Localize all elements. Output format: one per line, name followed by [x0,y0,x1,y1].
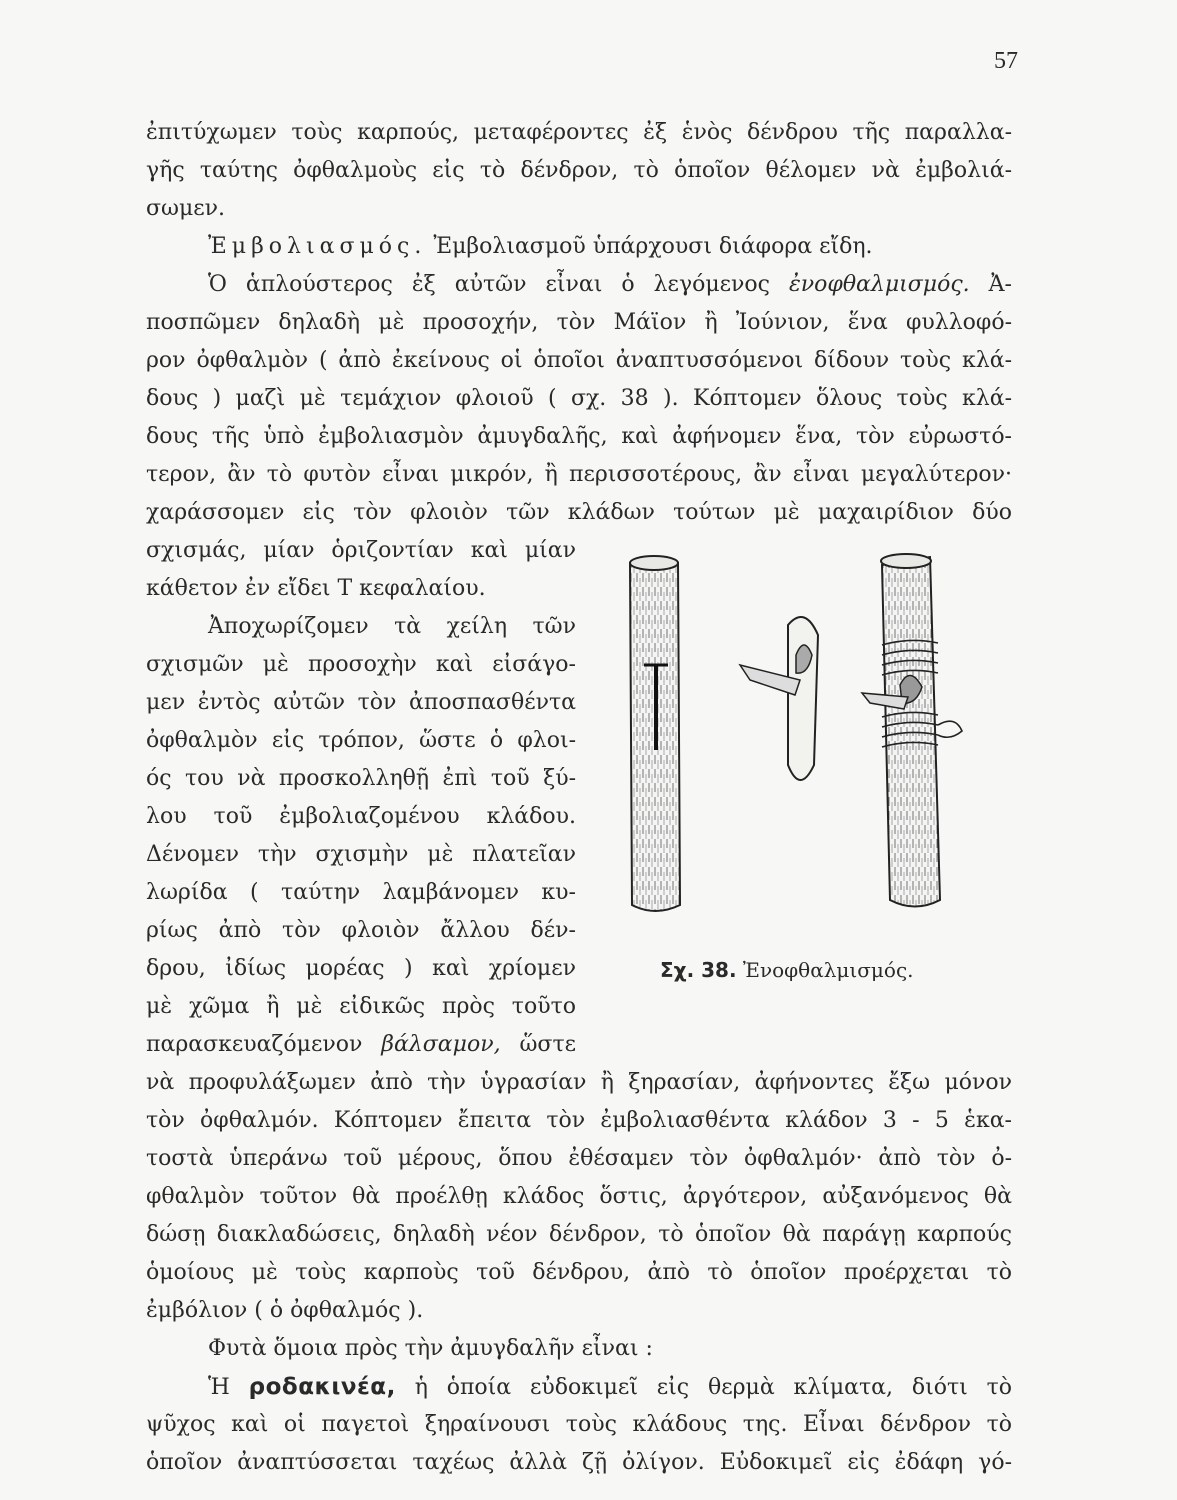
text-line: μὲ χῶμα ἢ μὲ εἰδικῶς πρὸς τοῦτο [146,994,576,1019]
bud-shield [740,617,818,780]
text-span: παρασκευαζόμενον [146,1032,363,1057]
figure-label: Σχ. 38. [660,958,737,982]
text-line: τοστὰ ὑπεράνω τοῦ μέρους, ὅπου ἐθέσαμεν τὸν ὀφθαλμόν· ἀπὸ τὸν ὀ- [146,1146,1012,1171]
text-line: χαράσσομεν εἰς τὸν φλοιὸν τῶν κλάδων τούτων μὲ μαχαιρίδιον δύο [146,500,1012,525]
text-line: σχισμάς, μίαν ὁριζοντίαν καὶ μίαν [146,538,576,563]
italic-term: βάλσαμον, [381,1032,501,1057]
text-line [146,270,1012,300]
text-line: ὁποῖον ἀναπτύσσεται ταχέως ἀλλὰ ζῇ ὀλίγον. Εὐδοκιμεῖ εἰς ἐδάφη γό- [146,1450,1012,1475]
bold-term: ροδακινέα, [248,1374,396,1400]
text-line: κάθετον ἐν εἴδει Τ κεφαλαίου. [146,576,486,601]
text-line: λωρίδα ( ταύτην λαμβάνομεν κυ- [146,880,576,905]
text-line: δώσῃ διακλαδώσεις, δηλαδὴ νέον δένδρον, τὸ ὁποῖον θὰ παράγῃ καρπούς [146,1222,1012,1247]
text-line: δους ) μαζὶ μὲ τεμάχιον φλοιοῦ ( σχ. 38 ). Κόπτομεν ὅλους τοὺς κλά- [146,386,1012,411]
text-line: ρίως ἀπὸ τὸν φλοιὸν ἄλλου δέν- [146,918,576,943]
text-line: νὰ προφυλάξωμεν ἀπὸ τὴν ὑγρασίαν ἢ ξηρασίαν, ἀφήνοντες ἔξω μόνον [146,1070,1012,1095]
section-heading-line [146,232,1012,262]
text-line: μεν ἐντὸς αὐτῶν τὸν ἀποσπασθέντα [146,690,576,715]
text-line [146,1372,1012,1403]
text-span: Ὁ ἁπλούστερος ἐξ αὐτῶν εἶναι ὁ λεγόμενος [208,272,770,297]
page-number: 57 [994,48,1018,74]
text-line: λου τοῦ ἐμβολιαζομένου κλάδου. [146,804,576,829]
figure-title: Ἐνοφθαλμισμός. [742,958,914,982]
text-line: ός του νὰ προσκολληθῇ ἐπὶ τοῦ ξύ- [146,766,576,791]
text-line: ρον ὀφθαλμὸν ( ἀπὸ ἐκείνους οἱ ὁποῖοι ἀναπτυσσόμενοι δίδουν τοὺς κλά- [146,348,1012,373]
text-line: ὀφθαλμὸν εἰς τρόπον, ὥστε ὁ φλοι- [146,728,576,753]
text-line: Φυτὰ ὅμοια πρὸς τὴν ἀμυγδαλῆν εἶναι : [208,1336,653,1361]
section-heading: Ἐμβολιασμός. [208,234,427,259]
text-line [146,1030,576,1060]
text-line: δους τῆς ὑπὸ ἐμβολιασμὸν ἀμυγδαλῆς, καὶ ἀφήνομεν ἕνα, τὸν εὐρωστό- [146,424,1012,449]
italic-term: ἐνοφθαλμισμός. [788,272,970,297]
text-line: Ἀποχωρίζομεν τὰ χείλη τῶν [208,614,576,639]
text-span: ὥστε [519,1032,577,1057]
text-line: δρου, ἰδίως μορέας ) καὶ χρίομεν [146,956,576,981]
text-line: γῆς ταύτης ὀφθαλμοὺς εἰς τὸ δένδρον, τὸ ὁποῖον θέλομεν νὰ ἐμβολιά- [146,158,1012,183]
text-line: ἐπιτύχωμεν τοὺς καρπούς, μεταφέροντες ἐξ ἑνὸς δένδρου τῆς παραλλα- [146,120,1012,145]
text-line: σχισμῶν μὲ προσοχὴν καὶ εἰσάγο- [146,652,576,677]
section-heading-text: Ἐμβολιασμοῦ ὑπάρχουσι διάφορα εἴδη. [433,234,873,259]
branch-with-t-cut [630,556,680,911]
text-span: ἡ ὁποία εὐδοκιμεῖ εἰς θερμὰ κλίματα, διότι τὸ [414,1375,1013,1400]
text-span: Ἡ [208,1375,230,1400]
figure-caption [660,958,914,982]
text-line: Δένομεν τὴν σχισμὴν μὲ πλατεῖαν [146,842,576,867]
grafted-branch [862,554,962,907]
text-line: τερον, ἂν τὸ φυτὸν εἶναι μικρόν, ἢ περισσοτέρους, ἂν εἶναι μεγαλύτερον· [146,462,1012,487]
text-line: τὸν ὀφθαλμόν. Κόπτομεν ἔπειτα τὸν ἐμβολιασθέντα κλάδον 3 - 5 ἑκα- [146,1108,1012,1133]
text-line: σωμεν. [146,196,226,221]
text-line: ἐμβόλιον ( ὁ ὀφθαλμός ). [146,1298,424,1323]
text-span: Ἀ- [988,272,1012,297]
grafting-figure [600,545,1010,950]
text-line: φθαλμὸν τοῦτον θὰ προέλθῃ κλάδος ὅστις, ἀργότερον, αὐξανόμενος θὰ [146,1184,1012,1209]
text-line: ψῦχος καὶ οἱ παγετοὶ ξηραίνουσι τοὺς κλάδους της. Εἶναι δένδρον τὸ [146,1412,1012,1437]
text-line: ποσπῶμεν δηλαδὴ μὲ προσοχήν, τὸν Μάϊον ἢ Ἰούνιον, ἕνα φυλλοφό- [146,310,1012,335]
text-line: ὁμοίους μὲ τοὺς καρποὺς τοῦ δένδρου, ἀπὸ τὸ ὁποῖον προέρχεται τὸ [146,1260,1012,1285]
